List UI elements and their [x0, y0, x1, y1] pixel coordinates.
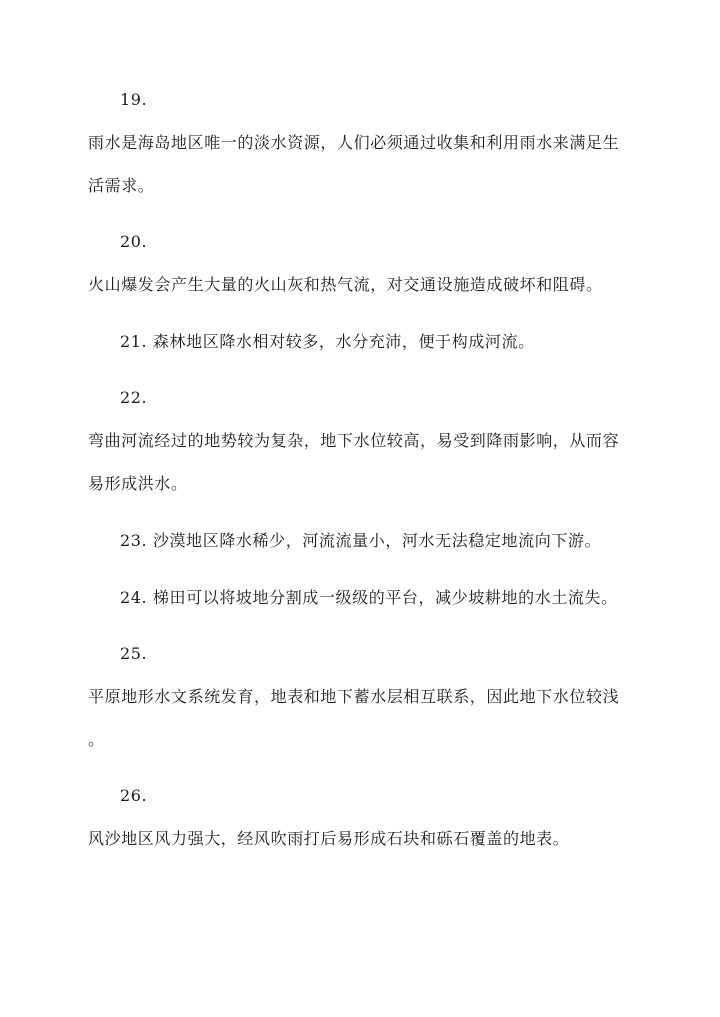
item-text-line: 。	[88, 730, 105, 749]
item-number: 19.	[120, 90, 148, 109]
item-text-line: 平原地形水文系统发育，地表和地下蓄水层相互联系，因此地下水位较浅	[88, 687, 620, 706]
item-number: 25.	[120, 644, 148, 663]
item-number: 22.	[120, 388, 148, 407]
item-text-line: 易形成洪水。	[88, 474, 188, 493]
item-text-line: 活需求。	[88, 176, 155, 195]
item-inline: 23. 沙漠地区降水稀少，河流流量小，河水无法稳定地流向下游。	[120, 531, 602, 550]
item-number: 20.	[120, 232, 148, 251]
item-text-line: 雨水是海岛地区唯一的淡水资源，人们必须通过收集和利用雨水来满足生	[88, 133, 620, 152]
item-text-line: 风沙地区风力强大，经风吹雨打后易形成石块和砾石覆盖的地表。	[88, 829, 570, 848]
item-inline: 24. 梯田可以将坡地分割成一级级的平台，减少坡耕地的水土流失。	[120, 588, 618, 607]
item-text-line: 弯曲河流经过的地势较为复杂，地下水位较高，易受到降雨影响，从而容	[88, 431, 620, 450]
item-number: 26.	[120, 786, 148, 805]
item-text-line: 火山爆发会产生大量的火山灰和热气流，对交通设施造成破坏和阻碍。	[88, 275, 603, 294]
item-inline: 21. 森林地区降水相对较多，水分充沛，便于构成河流。	[120, 332, 535, 351]
